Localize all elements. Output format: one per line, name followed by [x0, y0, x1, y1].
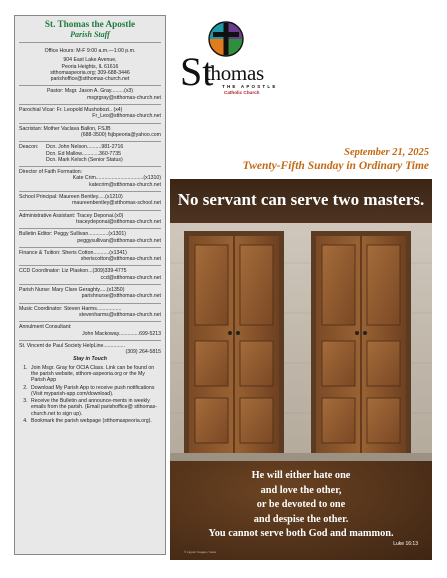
- vicar-name: Parochial Vicar: Fr. Leopold Mushobozi.. (x4): [19, 107, 123, 114]
- poster-headline: No servant can serve two masters.: [177, 190, 425, 209]
- parish-staff-panel: [14, 15, 166, 555]
- annulment-entry: [19, 322, 161, 341]
- music-name: Music Coordinator: Steven Harms.................: [19, 305, 122, 312]
- logo-thomas: thomas: [205, 61, 264, 85]
- music-entry: [19, 304, 161, 323]
- stay-in-touch-title: Stay in Touch: [73, 356, 107, 363]
- svdp-entry: [19, 341, 161, 429]
- verse-reference: Luke 16:13: [393, 541, 418, 547]
- principal-name: School Principal: Maureen Bentley.....(x1210): [19, 194, 123, 201]
- sacristan-entry: [19, 124, 161, 143]
- deacon-row: [19, 157, 161, 163]
- annulment-name: John Mackoway..............699-5213: [82, 330, 161, 337]
- email-link[interactable]: parishoffice@stthomas-church.net: [50, 76, 130, 83]
- logo-st: St: [180, 49, 214, 94]
- principal-entry: [19, 192, 161, 211]
- phone-line: stthomaspeoria.org; 309-688-3446: [50, 69, 130, 76]
- deacon-label: [19, 157, 43, 163]
- svdp-phone: (309) 264-5815: [125, 349, 161, 356]
- verse-panel: [170, 461, 432, 560]
- deacons-entry: [19, 142, 161, 167]
- bulletin-editor-name: Bulletin Editor: Peggy Sullivan..............(x1301): [19, 231, 126, 238]
- formation-name: Kate Crim.................................(x1310): [72, 175, 161, 182]
- office-info: [19, 46, 161, 86]
- staff-title: Parish Staff: [19, 30, 161, 43]
- admin-entry: [19, 211, 161, 230]
- sacristan-contact[interactable]: (688-3500) fsjbpeoria@yahoo.com: [81, 131, 161, 138]
- finance-name: Finance & Tuition: Sheris Cotton...........(x1341): [19, 249, 127, 256]
- formation-title: Director of Faith Formation:: [19, 169, 83, 176]
- list-item: 1. Join Msgr. Gray for OCIA Class. Link can be found on the parish website, stthom-aspeoria.org or the My Parish App: [29, 365, 161, 384]
- verse-line: and despise the other.: [253, 513, 349, 525]
- list-item: 4. Bookmark the parish webpage (stthomaspeoria.org).: [29, 418, 161, 424]
- verse-line: or be devoted to one: [256, 499, 346, 510]
- logo-catholic-church: Catholic Church: [224, 90, 260, 95]
- formation-email[interactable]: katecrim@stthomas-church.net: [89, 181, 161, 188]
- list-item: 2. Download My Parish App to receive push notifications (Visit myparish-app.com/download).: [29, 385, 161, 398]
- deacon-label: Deacon:: [19, 144, 39, 151]
- nurse-name: Parish Nurse: Mary Clare Geraghty.....(x1350): [19, 287, 125, 294]
- music-email[interactable]: stevenharms@stthomas-church.net: [79, 311, 161, 318]
- admin-name: Administrative Assistant: Tracey Deponai.(x0): [19, 212, 124, 219]
- principal-email[interactable]: maureenbentley@stthomas-school.net: [72, 200, 161, 207]
- verse-line: You cannot serve both God and mammon.: [208, 528, 394, 539]
- two-doors-image: [170, 223, 432, 461]
- admin-email[interactable]: traceydeponai@stthomas-church.net: [76, 218, 161, 225]
- bulletin-editor-email[interactable]: peggysullivan@stthomas-church.net: [77, 237, 161, 244]
- image-copyright: © Liguori Images / Hess: [184, 550, 217, 554]
- scripture-poster: [170, 179, 432, 560]
- parish-emblem-icon: [208, 21, 244, 57]
- deacon-name: Dcn. John Nelson..........981-2716: [46, 144, 124, 151]
- nurse-entry: [19, 285, 161, 304]
- deacon-name: Dcn. Mark Kelsch (Senior Status): [46, 156, 123, 163]
- pastor-email[interactable]: msgrgray@stthomas-church.net: [87, 94, 161, 101]
- address-line: 904 East Lake Avenue,: [63, 57, 117, 64]
- vicar-entry: [19, 105, 161, 124]
- faith-formation-entry: [19, 167, 161, 192]
- office-hours: Office Hours: M-F 9:00 a.m.—1:00 p.m.: [44, 48, 136, 54]
- bulletin-date: September 21, 2025: [344, 147, 429, 158]
- ccd-entry: [19, 266, 161, 285]
- finance-email[interactable]: sheriscotton@stthomas-church.net: [80, 256, 161, 263]
- address-line: Peoria Heights, IL 61616: [61, 63, 119, 70]
- pastor-name: Pastor: Msgr. Jason A. Gray.........(x3): [46, 88, 134, 95]
- list-item: 3. Receive the Bulletin and announce-ments in weekly emails from the parish. (Email parishoffice@ stthomas-church.net to sign up).: [29, 398, 161, 417]
- verse-line: and love the other,: [260, 484, 342, 496]
- pastor-entry: [19, 86, 161, 105]
- vicar-email[interactable]: Fr_Leo@stthomas-church.net: [92, 113, 161, 120]
- ccd-email[interactable]: ccd@stthomas-church.net: [100, 274, 161, 281]
- deacon-name: Dcn. Ed Mallow............360-7735: [46, 150, 121, 157]
- annulment-title: Annulment Consultant:: [19, 324, 72, 331]
- liturgical-sunday: Twenty-Fifth Sunday in Ordinary Time: [242, 160, 429, 172]
- nurse-email[interactable]: parishnurse@stthomas-church.net: [81, 293, 161, 300]
- parish-name: St. Thomas the Apostle: [44, 19, 136, 29]
- stay-in-touch-list: [19, 365, 161, 425]
- bulletin-entry: [19, 229, 161, 248]
- verse-text: [170, 469, 432, 542]
- ccd-name: CCD Coordinator: Liz Plaskon...(309)339-4775: [19, 268, 127, 275]
- logo-apostle: THE APOSTLE: [222, 84, 278, 89]
- sacristan-name: Sacristan: Mother Vaclava Ballon, FSJB: [19, 125, 111, 132]
- svdp-name: St. Vincent de Paul Society HelpLine...............: [19, 342, 126, 349]
- verse-line: He will either hate one: [251, 470, 351, 481]
- finance-entry: [19, 248, 161, 267]
